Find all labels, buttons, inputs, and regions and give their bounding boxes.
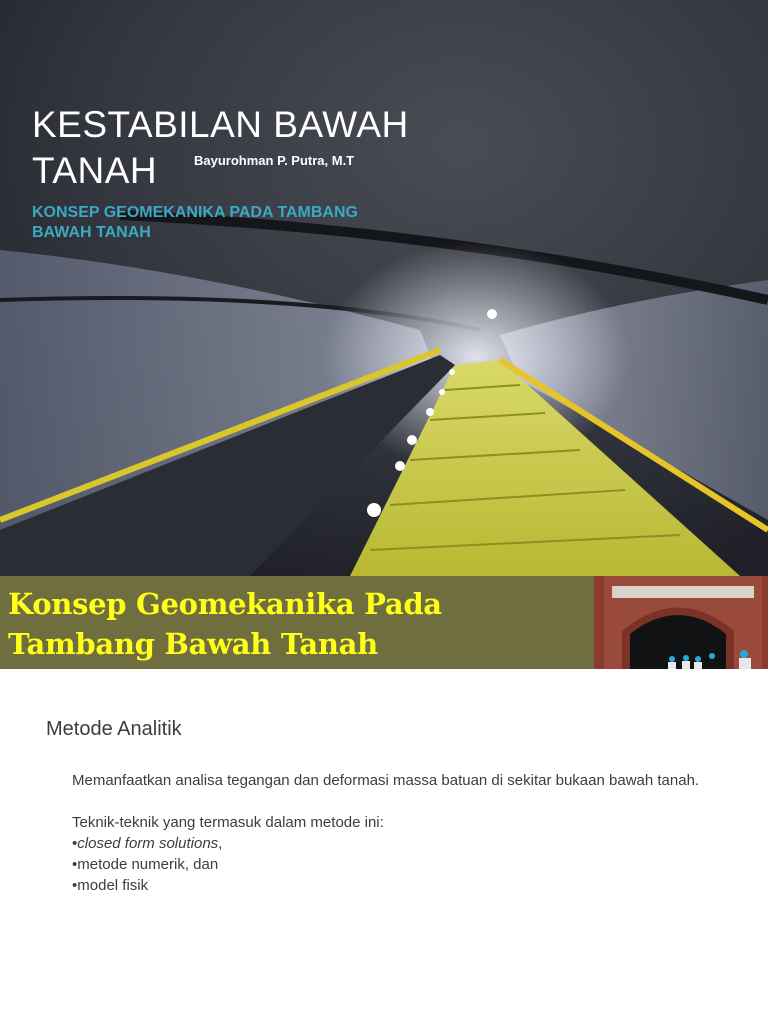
slide2-banner [0,576,768,669]
presentation-title: KESTABILAN BAWAH TANAH [32,104,409,191]
list-item: •model fisik [72,877,149,894]
techniques-list [72,833,222,896]
tunnel-entrance-photo [594,576,768,669]
description-paragraph: Memanfaatkan analisa tegangan dan deformasi massa batuan di sekitar bukaan bawah tanah. [72,772,700,789]
list-item: •closed form solutions, [72,835,223,852]
banner-title: Konsep Geomekanika Pada Tambang Bawah Tanah [8,587,442,661]
list-item: •metode numerik, dan [72,856,219,873]
presentation-subtitle: KONSEP GEOMEKANIKA PADA TAMBANG BAWAH TANAH [32,204,358,241]
techniques-intro: Teknik-teknik yang termasuk dalam metode ini: [72,814,384,831]
author-name: Bayurohman P. Putra, M.T [194,153,355,168]
section-heading: Metode Analitik [46,718,182,740]
